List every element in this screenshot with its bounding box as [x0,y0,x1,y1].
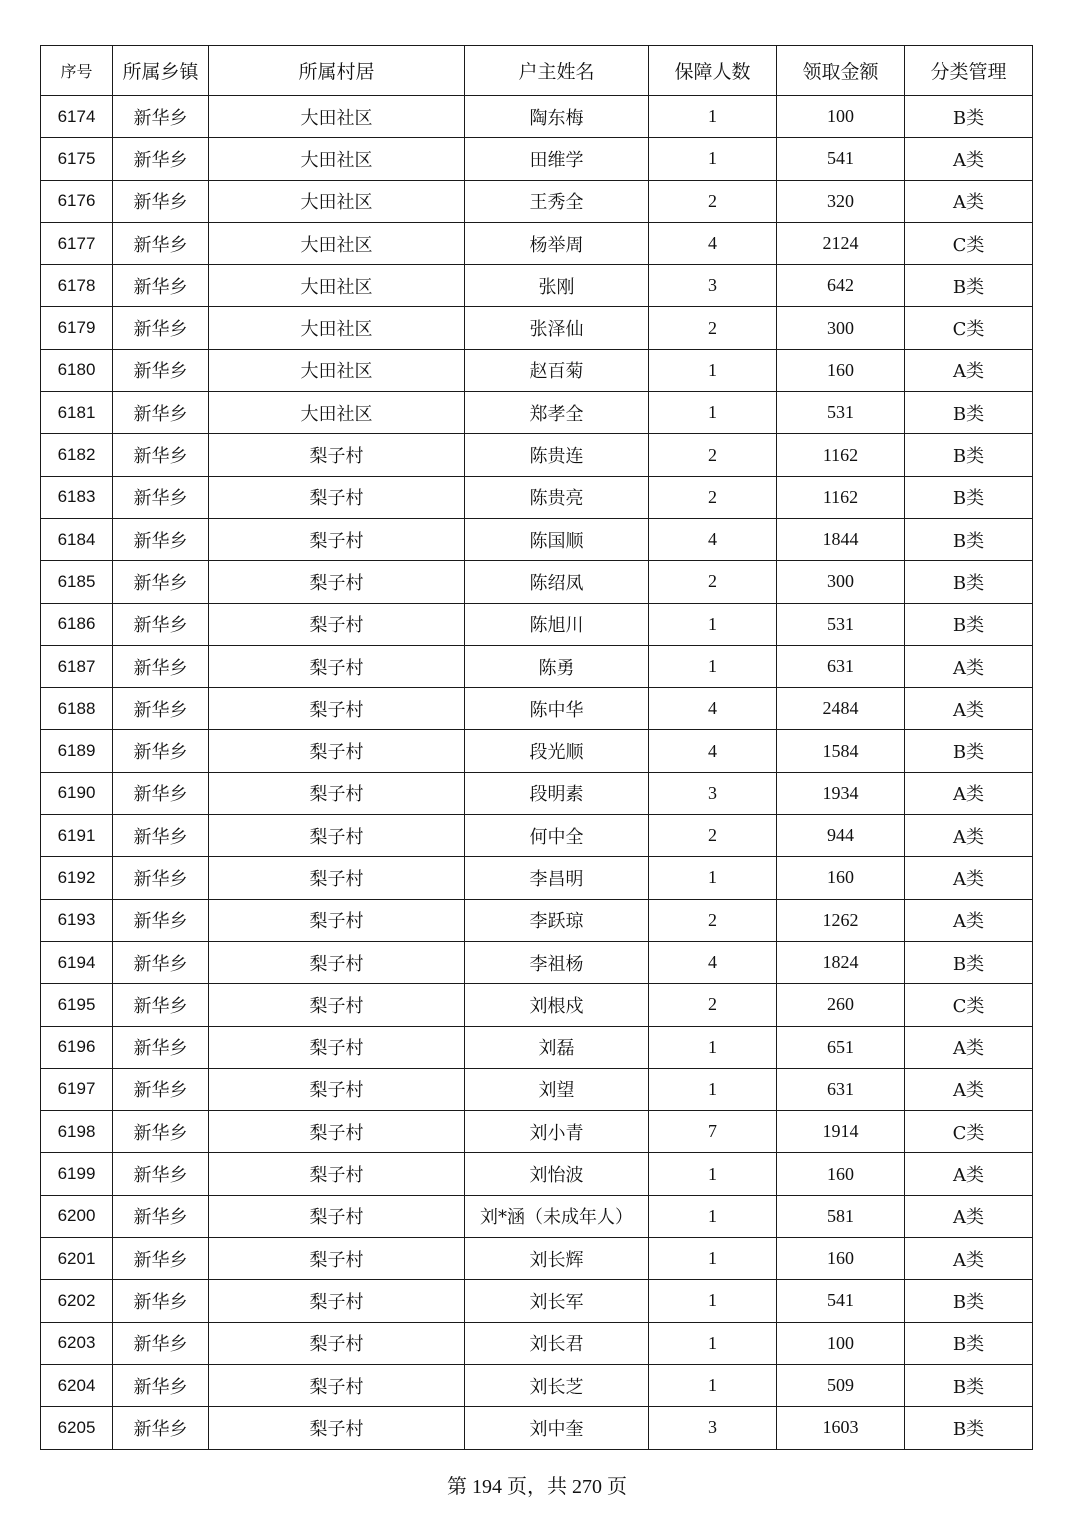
cell-category: A类 [905,815,1033,857]
cell-amount: 651 [777,1026,905,1068]
table-row [41,392,1033,434]
cell-village: 大田社区 [209,265,465,307]
cell-covered-persons: 1 [649,1153,777,1195]
cell-township: 新华乡 [113,1280,209,1322]
cell-township: 新华乡 [113,1068,209,1110]
cell-category: B类 [905,1322,1033,1364]
cell-village: 大田社区 [209,392,465,434]
cell-category: B类 [905,1280,1033,1322]
cell-village: 大田社区 [209,138,465,180]
cell-seq: 6184 [41,518,113,560]
cell-category: B类 [905,603,1033,645]
cell-category: A类 [905,1153,1033,1195]
cell-township: 新华乡 [113,561,209,603]
cell-village: 梨子村 [209,645,465,687]
cell-township: 新华乡 [113,265,209,307]
cell-category: A类 [905,899,1033,941]
cell-amount: 1934 [777,772,905,814]
table-row [41,857,1033,899]
cell-category: C类 [905,1111,1033,1153]
cell-covered-persons: 3 [649,265,777,307]
cell-township: 新华乡 [113,96,209,138]
table-row [41,265,1033,307]
cell-householder-name: 李昌明 [465,857,649,899]
cell-amount: 300 [777,561,905,603]
cell-village: 梨子村 [209,730,465,772]
cell-category: B类 [905,561,1033,603]
cell-householder-name: 刘磊 [465,1026,649,1068]
cell-township: 新华乡 [113,1026,209,1068]
cell-township: 新华乡 [113,1407,209,1449]
cell-amount: 260 [777,984,905,1026]
cell-amount: 1262 [777,899,905,941]
cell-amount: 631 [777,1068,905,1110]
cell-amount: 541 [777,138,905,180]
table-row [41,772,1033,814]
cell-village: 梨子村 [209,434,465,476]
cell-amount: 160 [777,349,905,391]
cell-amount: 581 [777,1195,905,1237]
cell-township: 新华乡 [113,180,209,222]
cell-amount: 1844 [777,518,905,560]
cell-householder-name: 李祖杨 [465,941,649,983]
cell-village: 梨子村 [209,1280,465,1322]
table-row [41,603,1033,645]
cell-seq: 6191 [41,815,113,857]
cell-category: C类 [905,222,1033,264]
cell-seq: 6183 [41,476,113,518]
cell-covered-persons: 4 [649,518,777,560]
cell-village: 梨子村 [209,941,465,983]
cell-seq: 6176 [41,180,113,222]
cell-covered-persons: 4 [649,941,777,983]
cell-covered-persons: 2 [649,561,777,603]
table-row [41,984,1033,1026]
cell-amount: 509 [777,1364,905,1406]
cell-category: A类 [905,1195,1033,1237]
cell-amount: 531 [777,392,905,434]
table-row [41,941,1033,983]
table-row [41,1026,1033,1068]
cell-seq: 6195 [41,984,113,1026]
cell-village: 梨子村 [209,603,465,645]
cell-seq: 6179 [41,307,113,349]
cell-covered-persons: 2 [649,476,777,518]
cell-covered-persons: 1 [649,138,777,180]
cell-seq: 6190 [41,772,113,814]
table-row [41,518,1033,560]
table-row [41,1238,1033,1280]
cell-householder-name: 何中全 [465,815,649,857]
table-row [41,476,1033,518]
cell-village: 梨子村 [209,476,465,518]
table-row [41,688,1033,730]
cell-township: 新华乡 [113,815,209,857]
cell-householder-name: 刘中奎 [465,1407,649,1449]
cell-covered-persons: 1 [649,1280,777,1322]
cell-amount: 541 [777,1280,905,1322]
table-row [41,434,1033,476]
header-amount: 领取金额 [777,46,905,96]
cell-seq: 6205 [41,1407,113,1449]
cell-covered-persons: 1 [649,1068,777,1110]
cell-village: 梨子村 [209,518,465,560]
cell-seq: 6178 [41,265,113,307]
cell-township: 新华乡 [113,1153,209,1195]
cell-township: 新华乡 [113,392,209,434]
cell-amount: 300 [777,307,905,349]
table-row [41,561,1033,603]
cell-seq: 6187 [41,645,113,687]
cell-township: 新华乡 [113,1322,209,1364]
cell-township: 新华乡 [113,518,209,560]
cell-township: 新华乡 [113,1195,209,1237]
cell-village: 梨子村 [209,1322,465,1364]
cell-township: 新华乡 [113,941,209,983]
cell-township: 新华乡 [113,899,209,941]
cell-village: 大田社区 [209,307,465,349]
cell-village: 梨子村 [209,1068,465,1110]
cell-category: B类 [905,941,1033,983]
cell-householder-name: 段明素 [465,772,649,814]
table-row [41,349,1033,391]
cell-amount: 2484 [777,688,905,730]
table-row [41,307,1033,349]
cell-category: A类 [905,1068,1033,1110]
cell-village: 大田社区 [209,222,465,264]
cell-category: A类 [905,857,1033,899]
table-row [41,1195,1033,1237]
cell-village: 梨子村 [209,1195,465,1237]
cell-amount: 642 [777,265,905,307]
cell-amount: 531 [777,603,905,645]
cell-householder-name: 刘望 [465,1068,649,1110]
cell-village: 梨子村 [209,1364,465,1406]
table-row [41,1153,1033,1195]
cell-covered-persons: 1 [649,857,777,899]
cell-householder-name: 陈贵连 [465,434,649,476]
cell-village: 梨子村 [209,1407,465,1449]
cell-seq: 6180 [41,349,113,391]
cell-householder-name: 王秀全 [465,180,649,222]
cell-seq: 6197 [41,1068,113,1110]
cell-category: A类 [905,772,1033,814]
cell-township: 新华乡 [113,434,209,476]
cell-householder-name: 刘小青 [465,1111,649,1153]
cell-covered-persons: 1 [649,1322,777,1364]
table-row [41,899,1033,941]
cell-covered-persons: 4 [649,730,777,772]
cell-covered-persons: 4 [649,222,777,264]
cell-amount: 1824 [777,941,905,983]
cell-covered-persons: 1 [649,1195,777,1237]
cell-seq: 6204 [41,1364,113,1406]
cell-amount: 631 [777,645,905,687]
cell-category: B类 [905,265,1033,307]
page-footer: 第 194 页，共 270 页 [447,1476,627,1498]
cell-householder-name: 刘长军 [465,1280,649,1322]
cell-amount: 944 [777,815,905,857]
cell-amount: 1162 [777,434,905,476]
cell-township: 新华乡 [113,857,209,899]
cell-category: B类 [905,1407,1033,1449]
header-seq: 序号 [41,46,113,96]
cell-category: A类 [905,349,1033,391]
cell-covered-persons: 1 [649,645,777,687]
cell-covered-persons: 2 [649,899,777,941]
cell-village: 梨子村 [209,984,465,1026]
cell-township: 新华乡 [113,1111,209,1153]
cell-township: 新华乡 [113,603,209,645]
cell-amount: 1914 [777,1111,905,1153]
cell-householder-name: 赵百菊 [465,349,649,391]
cell-township: 新华乡 [113,772,209,814]
cell-amount: 160 [777,1153,905,1195]
cell-householder-name: 郑孝全 [465,392,649,434]
cell-township: 新华乡 [113,688,209,730]
cell-township: 新华乡 [113,730,209,772]
cell-village: 梨子村 [209,561,465,603]
cell-householder-name: 张泽仙 [465,307,649,349]
cell-village: 梨子村 [209,772,465,814]
cell-seq: 6203 [41,1322,113,1364]
table-row [41,1364,1033,1406]
cell-amount: 1584 [777,730,905,772]
table-row [41,815,1033,857]
cell-seq: 6199 [41,1153,113,1195]
table-row [41,1407,1033,1449]
cell-category: B类 [905,96,1033,138]
cell-covered-persons: 1 [649,392,777,434]
cell-category: B类 [905,730,1033,772]
cell-householder-name: 陈旭川 [465,603,649,645]
cell-category: C类 [905,307,1033,349]
cell-category: B类 [905,434,1033,476]
cell-seq: 6177 [41,222,113,264]
cell-seq: 6194 [41,941,113,983]
cell-amount: 160 [777,1238,905,1280]
relief-roster-table [40,45,1033,1450]
cell-householder-name: 刘怡波 [465,1153,649,1195]
cell-householder-name: 陈勇 [465,645,649,687]
cell-householder-name: 陈中华 [465,688,649,730]
table-row [41,1322,1033,1364]
cell-householder-name: 田维学 [465,138,649,180]
cell-covered-persons: 1 [649,1364,777,1406]
cell-amount: 320 [777,180,905,222]
cell-covered-persons: 7 [649,1111,777,1153]
cell-village: 大田社区 [209,349,465,391]
table-row [41,1068,1033,1110]
cell-covered-persons: 2 [649,307,777,349]
cell-seq: 6189 [41,730,113,772]
table-row [41,138,1033,180]
table-row [41,1280,1033,1322]
header-category: 分类管理 [905,46,1033,96]
cell-householder-name: 陈绍凤 [465,561,649,603]
cell-amount: 1162 [777,476,905,518]
cell-seq: 6186 [41,603,113,645]
table-header-row [41,46,1033,96]
cell-householder-name: 刘*涵（未成年人） [465,1195,649,1237]
cell-householder-name: 刘长芝 [465,1364,649,1406]
cell-householder-name: 刘长君 [465,1322,649,1364]
cell-householder-name: 陶东梅 [465,96,649,138]
cell-township: 新华乡 [113,222,209,264]
cell-covered-persons: 2 [649,180,777,222]
cell-covered-persons: 1 [649,603,777,645]
cell-township: 新华乡 [113,1238,209,1280]
cell-village: 梨子村 [209,1238,465,1280]
cell-householder-name: 段光顺 [465,730,649,772]
cell-village: 梨子村 [209,688,465,730]
cell-amount: 160 [777,857,905,899]
cell-covered-persons: 1 [649,349,777,391]
cell-householder-name: 刘长辉 [465,1238,649,1280]
cell-amount: 2124 [777,222,905,264]
cell-seq: 6201 [41,1238,113,1280]
cell-covered-persons: 3 [649,772,777,814]
cell-category: C类 [905,984,1033,1026]
cell-village: 梨子村 [209,815,465,857]
cell-covered-persons: 3 [649,1407,777,1449]
header-covered-persons: 保障人数 [649,46,777,96]
cell-category: B类 [905,1364,1033,1406]
cell-village: 梨子村 [209,1111,465,1153]
cell-seq: 6198 [41,1111,113,1153]
cell-category: B类 [905,392,1033,434]
cell-covered-persons: 2 [649,984,777,1026]
cell-seq: 6202 [41,1280,113,1322]
cell-township: 新华乡 [113,476,209,518]
cell-covered-persons: 1 [649,1026,777,1068]
cell-amount: 100 [777,96,905,138]
cell-category: B类 [905,518,1033,560]
header-village: 所属村居 [209,46,465,96]
cell-householder-name: 刘根戍 [465,984,649,1026]
cell-covered-persons: 4 [649,688,777,730]
table-row [41,645,1033,687]
table-row [41,96,1033,138]
cell-category: A类 [905,180,1033,222]
cell-township: 新华乡 [113,1364,209,1406]
cell-householder-name: 张刚 [465,265,649,307]
cell-householder-name: 杨举周 [465,222,649,264]
header-township: 所属乡镇 [113,46,209,96]
cell-covered-persons: 1 [649,1238,777,1280]
cell-village: 大田社区 [209,96,465,138]
cell-category: A类 [905,1026,1033,1068]
cell-township: 新华乡 [113,984,209,1026]
cell-township: 新华乡 [113,138,209,180]
cell-seq: 6192 [41,857,113,899]
cell-householder-name: 陈贵亮 [465,476,649,518]
cell-village: 梨子村 [209,899,465,941]
cell-amount: 100 [777,1322,905,1364]
cell-householder-name: 李跃琼 [465,899,649,941]
cell-amount: 1603 [777,1407,905,1449]
cell-village: 梨子村 [209,1026,465,1068]
table-row [41,1111,1033,1153]
cell-seq: 6185 [41,561,113,603]
table-row [41,180,1033,222]
cell-village: 大田社区 [209,180,465,222]
table-row [41,222,1033,264]
cell-seq: 6193 [41,899,113,941]
cell-seq: 6188 [41,688,113,730]
cell-village: 梨子村 [209,1153,465,1195]
header-householder-name: 户主姓名 [465,46,649,96]
cell-covered-persons: 2 [649,815,777,857]
cell-category: A类 [905,688,1033,730]
cell-seq: 6196 [41,1026,113,1068]
cell-township: 新华乡 [113,349,209,391]
cell-seq: 6200 [41,1195,113,1237]
cell-township: 新华乡 [113,307,209,349]
cell-category: A类 [905,138,1033,180]
cell-covered-persons: 2 [649,434,777,476]
table-row [41,730,1033,772]
cell-village: 梨子村 [209,857,465,899]
cell-seq: 6174 [41,96,113,138]
cell-category: A类 [905,1238,1033,1280]
cell-seq: 6181 [41,392,113,434]
cell-householder-name: 陈国顺 [465,518,649,560]
cell-covered-persons: 1 [649,96,777,138]
cell-seq: 6182 [41,434,113,476]
cell-seq: 6175 [41,138,113,180]
cell-category: A类 [905,645,1033,687]
cell-category: B类 [905,476,1033,518]
cell-township: 新华乡 [113,645,209,687]
